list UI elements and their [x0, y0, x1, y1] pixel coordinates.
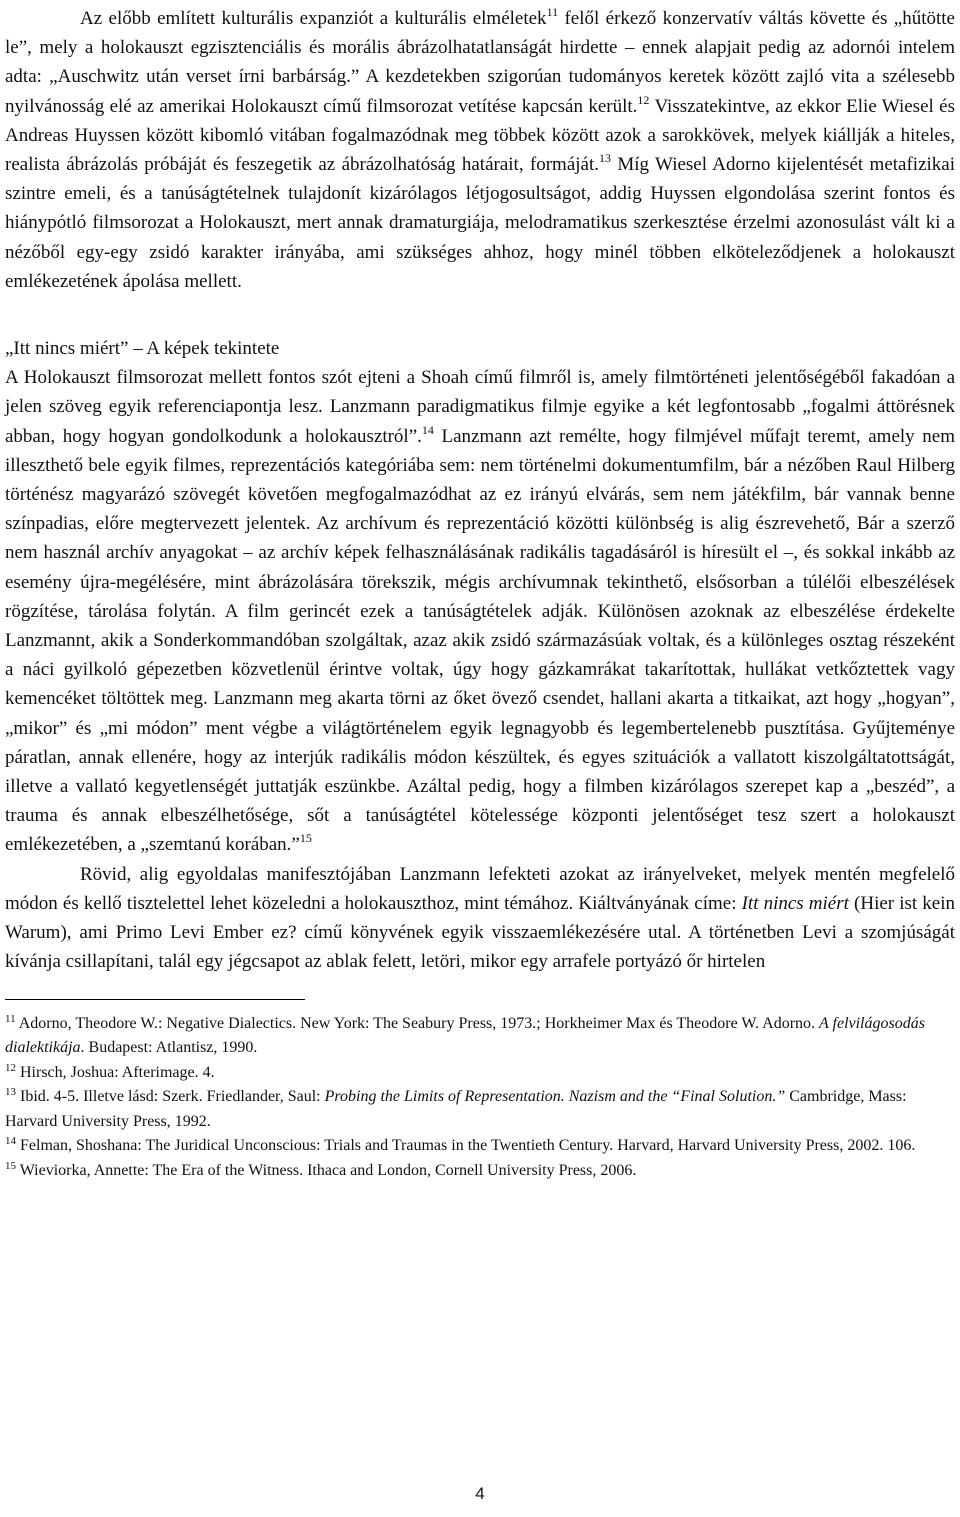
text-run: Míg Wiesel Adorno kijelentését metafizikai szintre emeli, és a tanúságtételnek tulajdonít kizárólagos létjogosultságot, addig Huyssen elgondolása szerint fontos és hiánypótló filmsorozat a Holokauszt, mert annak dramaturgiája, melodramatikus szerkesztése érzelmi azonosulást vált ki a nézőből egy-egy zsidó karakter irányába, ami szükséges ahhoz, hogy minél többen elköteleződjenek a holokauszt emlékezetének ápolása mellett. [5, 154, 955, 292]
section-spacer [5, 296, 955, 334]
page-number: 4 [475, 1484, 485, 1503]
italic-text: A felvilágosodás dialektikája [5, 1014, 925, 1057]
footnote-number: 13 [5, 1086, 16, 1099]
text-run: Felman, Shoshana: The Juridical Unconscious: Trials and Traumas in the Twentieth Century. Harvard, Harvard University Press, 2002. 106. [20, 1137, 916, 1155]
text-run: „Itt nincs miért” – A képek tekintete [5, 338, 280, 360]
footnote [5, 1134, 955, 1159]
document-page [5, 4, 955, 1184]
paragraph [5, 4, 955, 296]
text-run: Lanzmann azt remélte, hogy filmjével műfajt teremt, amely nem illeszthető bele egyik filmes, reprezentációs kategóriába sem: nem történelmi dokumentumfilm, bár a nézőben Raul Hilberg történész magyarázó szövegét követően megfogalmazódhat az ez irányú elvárás, sem nem játékfilm, bár vannak benne színpadias, előre megtervezett jelentek. Az archívum és reprezentáció közötti különbség is alig észrevehető, Bár a szerző nem használ archív anyagokat – az archív képek felhasználásának radikális tagadásáról is híresült el –, és sokkal inkább az esemény újra-megélésére, mint ábrázolására törekszik, mégis archívumnak tekinthető, elsősorban a túlélői elbeszélések rögzítése, tárolása folytán. A film gerincét ezek a tanúságtételek adják. Különösen azoknak az elbeszélése érdekelte Lanzmannt, akik a Sonderkommandóban szolgáltak, azaz akik zsidó származásúak voltak, és a különleges osztag részeként a náci gyilkoló gépezetben közvetlenül érintve voltak, úgy hogy gázkamrákat takarítottak, hullákat vetkőztettek vagy kemencéket töltöttek meg. Lanzmann meg akarta törni az őket övező csendet, hallani akarta a titkaikat, azt hogy „hogyan”, „mikor” és „mi módon” ment végbe a világtörténelem egyik legnagyobb és legembertelenebb pusztítása. Gyűjteménye páratlan, annak ellenére, hogy az interjúk radikális módon készültek, és egyes szituációk a vallatott kiszolgáltatottságát, illetve a vallató kegyetlenségét juttatják eszünkbe. Azáltal pedig, hogy a filmben kizárólagos szerepet kap a „beszéd”, a trauma és annak elbeszélhetősége, sőt a tanúságtétel kötelessége központi jelentőséget tesz szert a holokauszt emlékezetében, a „szemtanú korában.” [5, 425, 955, 856]
main-text [5, 4, 955, 977]
footnote-reference: 12 [637, 92, 650, 107]
text-run: A Holokauszt filmsorozat mellett fontos szót ejteni a Shoah című filmről is, amely filmtörténeti jelentőségéből fakadóan a jelen szöveg egyik referenciapontja lesz. Lanzmann paradigmatikus filmje egyike a két legfontosabb „fogalmi áttörésnek abban, hogy hogyan gondolkodunk a holokausztról”. [5, 367, 955, 447]
footnote-separator [5, 999, 305, 1000]
text-run: Wieviorka, Annette: The Era of the Witness. Ithaca and London, Cornell University Press, 2006. [19, 1162, 637, 1180]
paragraph [5, 363, 955, 859]
text-run: . Budapest: Atlantisz, 1990. [80, 1039, 258, 1057]
footnote [5, 1061, 955, 1086]
text-run: Ibid. 4-5. Illetve lásd: Szerk. Friedlander, Saul: [20, 1088, 325, 1106]
footnote [5, 1159, 955, 1184]
text-run: Hirsch, Joshua: Afterimage. 4. [20, 1063, 215, 1081]
text-run: Visszatekintve, az ekkor Elie Wiesel és Andreas Huyssen között kibomló vitában fogalmazódnak meg többek között azok a sarokkövek, melyek kiállják a hiteles, realista ábrázolás próbáját és feszegetik az ábrázolhatóság határait, formáját. [5, 95, 955, 176]
footnote-number: 15 [5, 1160, 16, 1173]
footnote-reference: 13 [599, 151, 612, 166]
text-run: Adorno, Theodore W.: Negative Dialectics. New York: The Seabury Press, 1973.; Horkheimer Max és Theodore W. Adorno. [18, 1014, 820, 1032]
paragraph [5, 334, 955, 363]
footnote [5, 1012, 955, 1061]
text-run: Cambridge, Mass: Harvard University Press, 1992. [5, 1088, 907, 1130]
footnote [5, 1085, 955, 1134]
text-run: Az előbb említett kulturális expanziót a kulturális elméletek [80, 8, 547, 29]
footnotes [5, 1012, 955, 1184]
footnote-number: 11 [5, 1012, 16, 1025]
text-run: (Hier ist kein Warum), ami Primo Levi Ember ez? című könyvének egyik visszaemlékezésére utal. A történetben Levi a szomjúságát kívánja csillapítani, talál egy jégcsapot az ablak felett, letöri, mikor egy arrafele portyázó őr hirtelen [5, 892, 955, 973]
paragraph [5, 860, 955, 977]
footnote-reference: 11 [546, 5, 559, 19]
italic-text: Itt nincs miért [741, 892, 849, 914]
footnote-reference: 15 [299, 831, 312, 846]
text-run: felől érkező konzervatív váltás követte és „hűtötte le”, mely a holokauszt egzisztenciális és morális ábrázolhatatlanságát hirdette – ennek alapjait pedig az adornói intelem adta: „Auschwitz után verset írni barbárság.” A kezdetekben szigorúan tudományos keretek között zajló vita a szélesebb nyilvánosság elé az amerikai Holokauszt című filmsorozat vetítése kapcsán került. [5, 8, 955, 117]
footnote-number: 12 [5, 1061, 16, 1074]
footnote-reference: 14 [421, 422, 434, 437]
footnote-number: 14 [5, 1135, 16, 1148]
text-run: Rövid, alig egyoldalas manifesztójában Lanzmann lefekteti azokat az irányelveket, melyek mentén megfelelő módon és kellő tisztelettel lehet közeledni a holokauszthoz, mint témához. Kiáltványának címe: [5, 863, 955, 914]
italic-text: Probing the Limits of Representation. Nazism and the “Final Solution.” [324, 1088, 786, 1106]
